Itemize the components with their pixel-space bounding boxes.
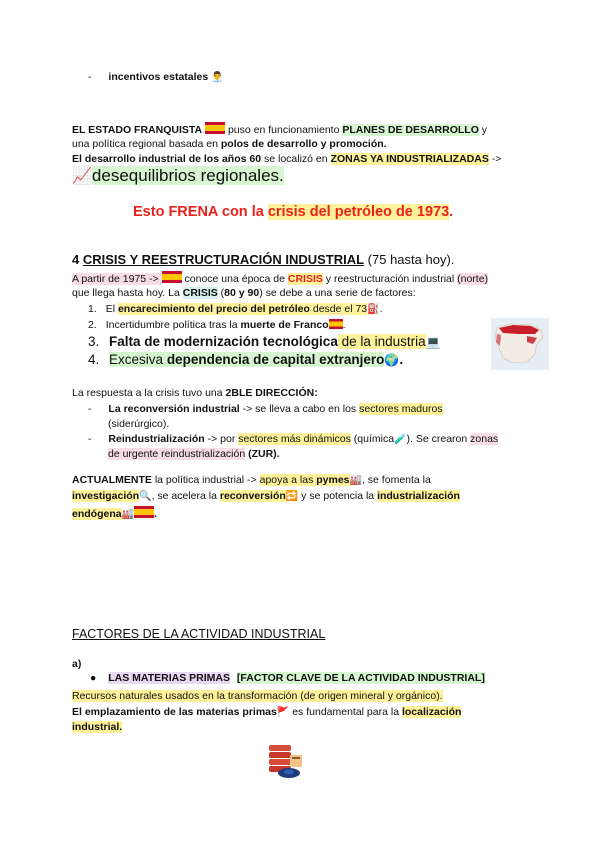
actual-line-1 (72, 474, 431, 486)
spain-flag-icon (162, 271, 182, 283)
text-fragment: (química (350, 433, 395, 445)
falta-modernizacion: Falta de modernización tecnológica (109, 334, 338, 349)
text-fragment: se localizó en (261, 153, 331, 165)
industrializacion-text: industrialización (377, 490, 460, 502)
crisis-word: CRISIS (287, 273, 323, 285)
desequilibrios-text: desequilibrios regionales. (91, 166, 284, 185)
text-fragment: puso en funcionamiento (227, 124, 343, 136)
globe-icon: 🌍 (384, 353, 400, 367)
zur-text: (ZUR). (245, 448, 280, 460)
magnifier-icon: 🔍 (139, 491, 152, 502)
factory-icon: 🏭 (121, 509, 135, 520)
text-fragment: . (449, 204, 454, 220)
factory-icon: 🏭 (349, 475, 362, 486)
incentivos-text: incentivos estatales (108, 71, 209, 83)
text-fragment: ( (217, 287, 225, 299)
text-fragment: apoya a las (259, 474, 317, 486)
text-fragment: desde el 73 (309, 303, 368, 315)
section-title: CRISIS Y REESTRUCTURACIÓN INDUSTRIAL (82, 252, 365, 267)
text-fragment: es fundamental para la (289, 706, 402, 718)
text-fragment: y (478, 124, 488, 136)
bullet-dash: - (88, 403, 92, 415)
red-flag-icon: 🚩 (276, 707, 290, 718)
crisis-petroleo: crisis del petróleo de 1973 (267, 204, 450, 220)
doble-direccion: 2BLE DIRECCIÓN: (225, 387, 318, 399)
text-fragment: (siderúrgico). (108, 418, 170, 430)
emplazamiento-text: El emplazamiento de las materias primas (72, 706, 277, 718)
chart-up-icon: 📈 (72, 168, 92, 185)
item-number: 2. (88, 319, 97, 331)
planes-desarrollo: PLANES DE DESARROLLO (342, 124, 479, 136)
person-icon: 👨‍💼 (211, 72, 224, 83)
franquista-line-3 (72, 153, 501, 165)
emplazamiento-line-2 (72, 721, 122, 733)
bullet-dash: - (88, 433, 92, 445)
materias-primas: LAS MATERIAS PRIMAS (108, 672, 230, 684)
text-fragment: . (154, 508, 157, 520)
desarrollo-60: El desarrollo industrial de los años 60 (72, 153, 262, 165)
factor-item-4 (88, 352, 403, 367)
factor-clave: [FACTOR CLAVE DE LA ACTIVIDAD INDUSTRIAL] (236, 672, 485, 684)
sectores-dinamicos: sectores más dinámicos (238, 433, 351, 445)
text-fragment: , se acelera la (151, 490, 220, 502)
text-fragment: que llega hasta hoy. La (72, 287, 183, 299)
actualmente-label: ACTUALMENTE (72, 474, 152, 486)
text-fragment: La respuesta a la crisis tuvo una (72, 387, 226, 399)
polos-desarrollo: polos de desarrollo y promoción. (220, 138, 387, 150)
direccion-1-line-2 (108, 418, 169, 430)
text-fragment: ). Se crearon (406, 433, 471, 445)
localizacion-text: localización (401, 706, 462, 718)
text-fragment: Incertidumbre política tras la (105, 319, 241, 331)
sectores-maduros: sectores maduros (359, 403, 443, 415)
item-number: 4. (88, 352, 100, 367)
test-tube-icon: 🧪 (394, 434, 407, 445)
fuel-icon: ⛽ (367, 304, 380, 315)
emplazamiento-line-1 (72, 706, 461, 718)
estado-franquista-label: EL ESTADO FRANQUISTA (72, 124, 203, 136)
section4-heading (72, 252, 454, 267)
factor-item-2 (88, 319, 346, 331)
laptop-icon: 💻 (425, 335, 441, 349)
direccion-1-line-1 (88, 403, 443, 415)
investigacion-text: investigación (72, 490, 140, 502)
text-fragment: El (105, 303, 118, 315)
factores-title: FACTORES DE LA ACTIVIDAD INDUSTRIAL (72, 627, 326, 641)
dependencia-capital: dependencia de capital extranjero (166, 352, 385, 367)
recycle-icon: 🔁 (285, 491, 299, 502)
spain-flag-icon (134, 506, 154, 518)
direccion-2-line-2 (108, 448, 280, 460)
text-fragment: conoce una época de (184, 273, 288, 285)
text-fragment: , se fomenta la (361, 474, 431, 486)
recursos-line: Recursos naturales usados en la transformación (de origen mineral y orgánico). (72, 690, 443, 702)
text-fragment: -> se lleva a cabo en los (239, 403, 360, 415)
item-a-label: a) (72, 658, 82, 670)
text-fragment: ) se debe a una serie de factores: (259, 287, 416, 299)
bullet-dash: - (88, 71, 92, 83)
actual-line-3 (72, 506, 157, 520)
text-fragment: de la industria (337, 334, 426, 349)
crisis-word: CRISIS (182, 287, 218, 299)
actual-line-2 (72, 490, 460, 502)
text-fragment: Excesiva (109, 352, 167, 367)
industrial-text: industrial. (72, 721, 123, 733)
urgente-reindustrializacion: de urgente reindustrialización (108, 448, 246, 460)
section-paren: (75 hasta hoy). (364, 252, 455, 267)
muerte-franco: muerte de Franco (240, 319, 329, 331)
endogena-text: endógena (72, 508, 122, 520)
text-fragment: . (399, 352, 404, 367)
text-fragment: -> (488, 153, 502, 165)
factor-item-3 (88, 334, 441, 349)
reindustrializacion: Reindustrialización (108, 433, 205, 445)
norte-text: (norte) (457, 273, 489, 285)
zonas-industrializadas: ZONAS YA INDUSTRIALIZADAS (330, 153, 489, 165)
text-fragment: una política regional basada en (72, 138, 221, 150)
text-fragment: -> por (204, 433, 239, 445)
factor-item-1: 1. El encarecimiento del precio del petróleo desde el 73⛽. (88, 303, 383, 315)
bullet-dot: ● (90, 672, 97, 684)
franquista-line-2 (72, 138, 387, 150)
spain-flag-icon (205, 122, 225, 134)
frena-line (133, 204, 453, 220)
section4-line-2 (72, 287, 416, 299)
section4-line-1 (72, 271, 488, 285)
text-fragment: la política industrial -> (151, 474, 260, 486)
materias-primas-line (90, 672, 485, 684)
text-fragment: A partir de 1975 -> (72, 273, 162, 285)
desequilibrios-line (72, 166, 284, 186)
raw-materials-image (266, 741, 304, 779)
reconversion-text: reconversión (219, 490, 286, 502)
zonas-text: zonas (470, 433, 499, 445)
respuesta-intro (72, 387, 318, 399)
text-fragment: . (342, 319, 346, 331)
spain-flag-icon (329, 319, 343, 329)
franquista-line-1 (72, 122, 487, 136)
spain-map-image (491, 318, 549, 370)
top-bullet (88, 71, 224, 83)
direccion-2-line-1 (88, 433, 498, 445)
text-fragment: y se potencia la (298, 490, 378, 502)
encarecimiento-text: encarecimiento del precio del petróleo (117, 303, 310, 315)
text-fragment: y reestructuración industrial (322, 273, 458, 285)
decades-text: 80 y 90 (224, 287, 260, 299)
item-number: 1. (88, 303, 97, 315)
frena-text: Esto FRENA con la (133, 204, 268, 220)
item-number: 3. (88, 334, 100, 349)
reconversion-industrial: La reconversión industrial (108, 403, 240, 415)
section-number: 4 (72, 252, 83, 267)
pymes-text: pymes (316, 474, 350, 486)
